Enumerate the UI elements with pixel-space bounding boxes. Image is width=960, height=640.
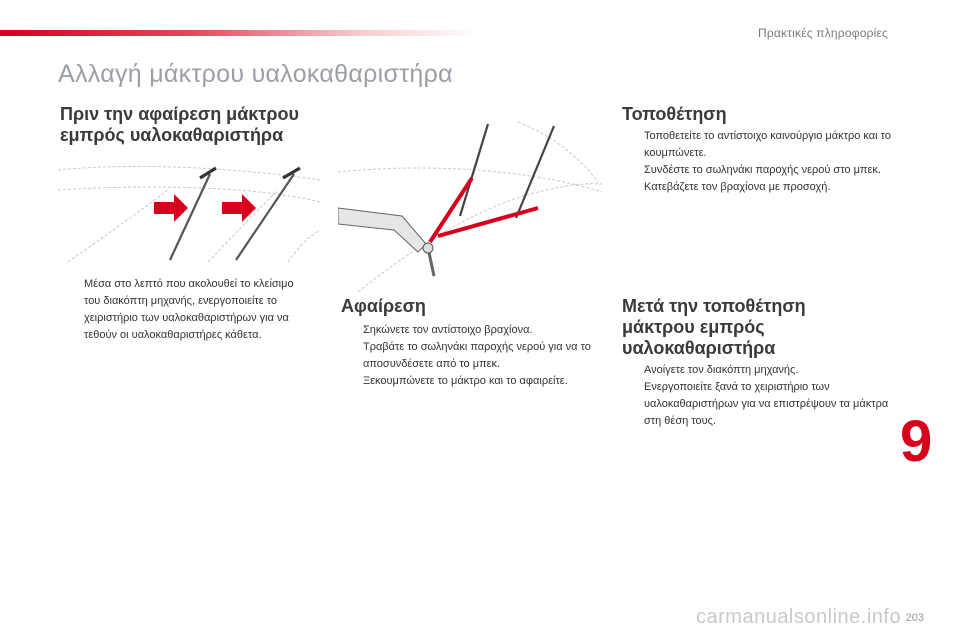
wiper-blade-upper-left xyxy=(460,124,488,216)
after-heading-line2: μάκτρου εμπρός xyxy=(622,317,765,337)
remove-steps xyxy=(343,322,613,390)
list-item: Τραβάτε το σωληνάκι παροχής νερού για να το αποσυνδέσετε από το μπεκ. xyxy=(363,341,591,370)
list-item: Ξεκουμπώνετε το μάκτρο και το αφαιρείτε. xyxy=(363,375,568,387)
before-heading xyxy=(60,104,340,146)
page-number: 203 xyxy=(905,612,924,624)
wiper-blade-upper-right xyxy=(516,126,554,218)
remove-heading: Αφαίρεση xyxy=(341,296,426,316)
chapter-number: 9 xyxy=(900,409,933,474)
after-heading xyxy=(622,296,882,359)
top-accent-bar xyxy=(0,30,480,36)
before-heading-line2: εμπρός υαλοκαθαριστήρα xyxy=(60,125,284,145)
list-item: Κατεβάζετε τον βραχίονα με προσοχή. xyxy=(644,181,831,193)
list-item: Τοποθετείτε το αντίστοιχο καινούργιο μάκτρο και το κουμπώνετε. xyxy=(644,130,891,159)
install-heading: Τοποθέτηση xyxy=(622,104,727,124)
wipers-raise-illustration xyxy=(58,150,320,262)
list-item: Συνδέστε το σωληνάκι παροχής νερού στο μπεκ. xyxy=(644,164,881,176)
list-item: Μέσα στο λεπτό που ακολουθεί το κλείσιμο του διακόπτη μηχανής, ενεργοποιείτε το χειριστήριο των υαλοκαθαριστήρων για να τεθούν οι υαλοκαθαριστήρες κάθετα. xyxy=(84,278,294,341)
before-steps xyxy=(64,276,294,344)
list-item: Σηκώνετε τον αντίστοιχο βραχίονα. xyxy=(363,324,533,336)
list-item: Ενεργοποιείτε ξανά το χειριστήριο των υαλοκαθαριστήρων για να επιστρέψουν τα μάκτρα στη θέση τους. xyxy=(644,381,889,427)
wiper-arm-lifted xyxy=(338,208,426,252)
arrow-icon xyxy=(154,194,188,222)
nozzle-icon xyxy=(423,243,433,253)
wiper-removal-illustration xyxy=(338,112,602,292)
list-item: Ανοίγετε τον διακόπτη μηχανής. xyxy=(644,364,799,376)
before-heading-line1: Πριν την αφαίρεση μάκτρου xyxy=(60,104,299,124)
page-title: Αλλαγή μάκτρου υαλοκαθαριστήρα xyxy=(58,60,453,88)
watermark: carmanualsonline.info xyxy=(696,606,902,628)
after-heading-line1: Μετά την τοποθέτηση xyxy=(622,296,806,316)
after-heading-line3: υαλοκαθαριστήρα xyxy=(622,338,776,358)
pointer-line xyxy=(438,208,538,236)
after-steps xyxy=(624,362,896,430)
install-steps xyxy=(624,128,894,196)
section-header: Πρακτικές πληροφορίες xyxy=(757,26,888,40)
